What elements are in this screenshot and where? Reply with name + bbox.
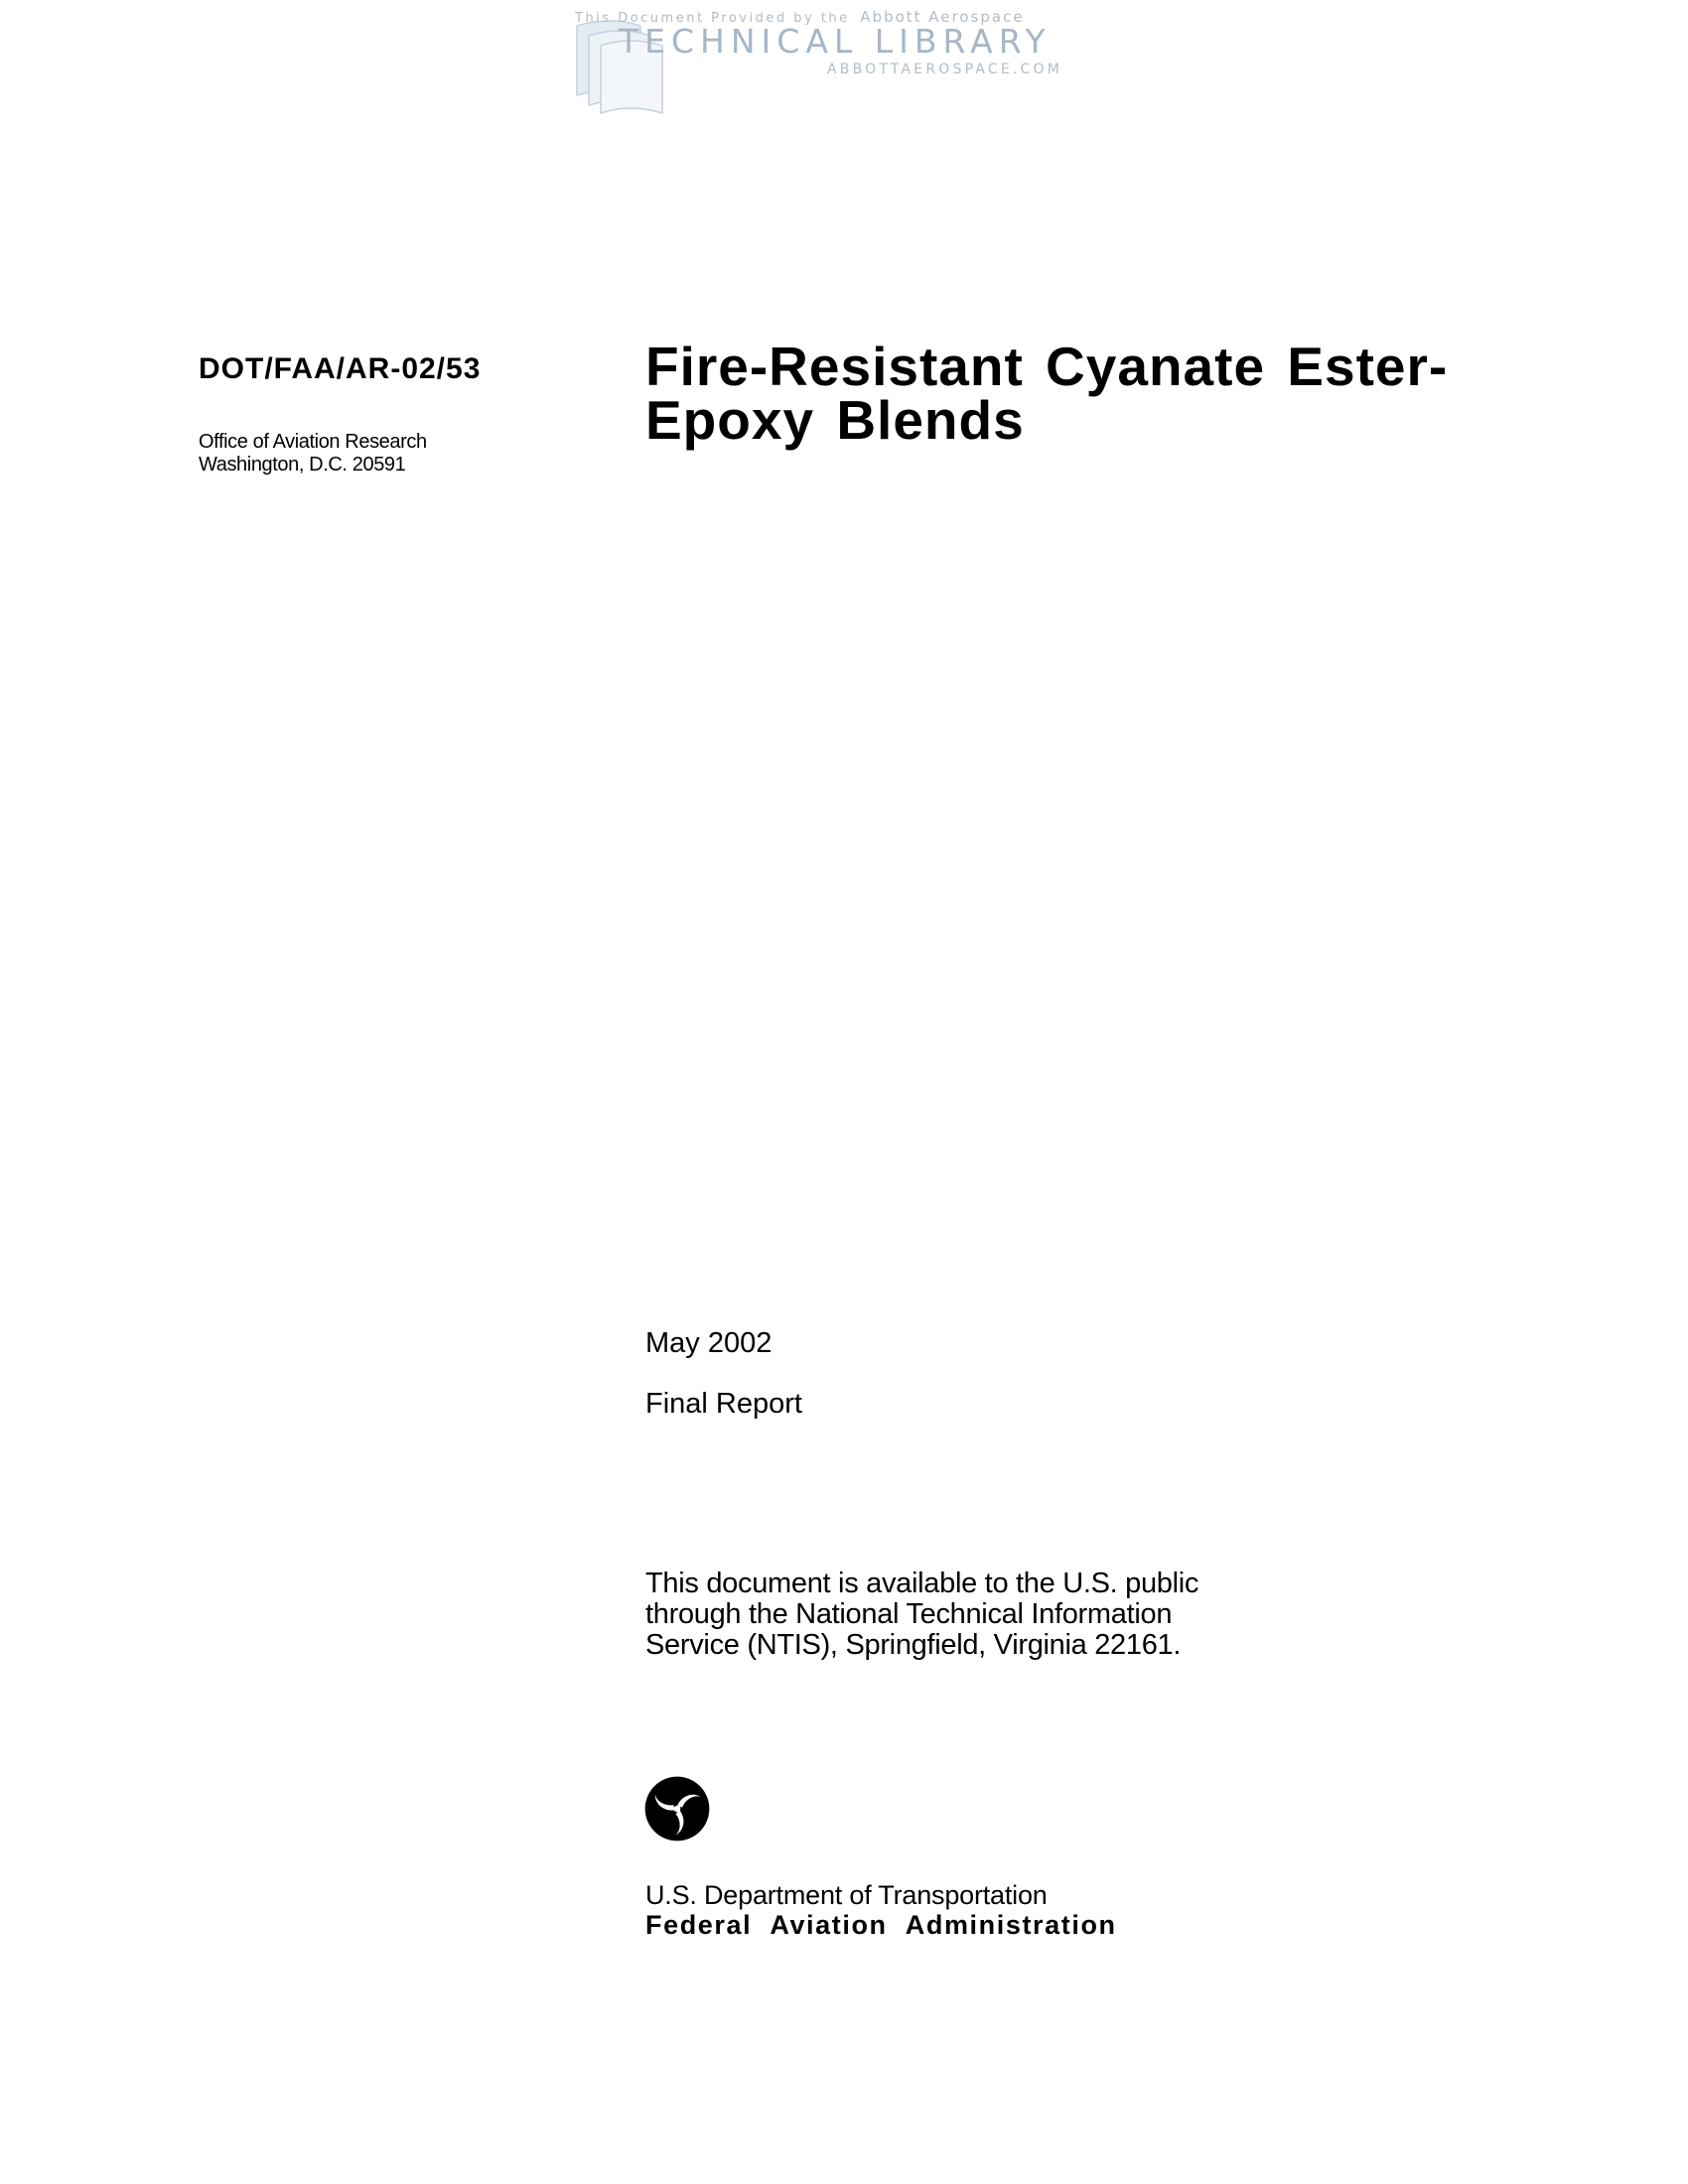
availability-line-1: This document is available to the U.S. public	[645, 1568, 1199, 1599]
report-type: Final Report	[645, 1388, 802, 1420]
report-title-line-1: Fire-Resistant Cyanate Ester-	[645, 336, 1449, 397]
watermark-provided-by: This Document Provided by the	[575, 11, 850, 26]
administration-name: Federal Aviation Administration	[645, 1910, 1117, 1940]
report-title-line-2: Epoxy Blends	[645, 389, 1025, 451]
availability-statement	[645, 1569, 1198, 1661]
availability-line-3: Service (NTIS), Springfield, Virginia 22161.	[645, 1629, 1182, 1661]
watermark-logo	[571, 4, 1087, 115]
watermark-company: Abbott Aerospace	[860, 8, 1025, 26]
availability-line-2: through the National Technical Information	[645, 1598, 1173, 1630]
watermark-website: ABBOTTAEROSPACE.COM	[827, 62, 1063, 77]
office-address	[199, 431, 427, 477]
report-date: May 2002	[645, 1327, 773, 1359]
office-city: Washington, D.C. 20591	[199, 454, 406, 476]
office-name: Office of Aviation Research	[199, 431, 427, 453]
department-name: U.S. Department of Transportation	[645, 1880, 1048, 1910]
dot-triskelion-logo-icon	[644, 1776, 710, 1842]
report-title	[645, 336, 1449, 451]
agency-block	[645, 1880, 1117, 1940]
report-number: DOT/FAA/AR-02/53	[199, 352, 482, 385]
watermark-library-title: TECHNICAL LIBRARY	[619, 22, 1052, 61]
